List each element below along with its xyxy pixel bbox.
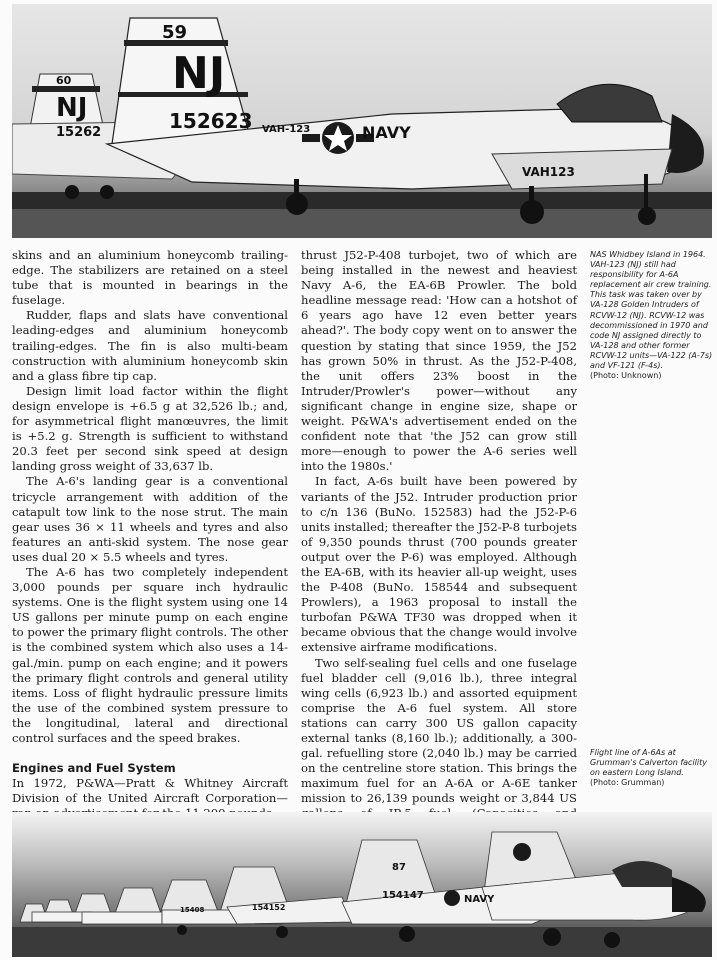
top-photo-a6-intruders	[12, 4, 712, 238]
caption-text: Flight line of A-6As at Grumman's Calverton facility on eastern Long Island.	[590, 748, 707, 778]
paragraph: Rudder, flaps and slats have conventional leading-edges and aluminium honeycomb trailing-edges. The fin is also multi-beam construction with aluminium honeycomb skin and a glass fibre tip cap.	[12, 308, 288, 383]
paragraph: thrust J52-P-408 turbojet, two of which are being installed in the newest and heaviest Navy A-6, the EA-6B Prowler. The bold headline message read: 'How can a hotshot of 6 years ago have 12 even better years ahead?'. The body copy went on to answer the question by stating that since 1959, the J52 has grown 50% in thrust. As the J52-P-408, the unit offers 23% boost in the Intruder/Prowler's power—without any significant change in engine size, shape or weight. P&WA's advertisement ended on the confident note that 'the J52 can grow still more—enough to power the A-6 series well into the 1980s.'	[301, 248, 577, 474]
marking-navy-bottom: NAVY	[464, 894, 495, 905]
paragraph: In fact, A-6s built have been powered by variants of the J52. Intruder production prior to c/n 136 (BuNo. 152583) had the J52-P-6 units installed; thereafter the J52-P-8 turbojets of 9,350 pounds thrust (700 pounds greater output over the P-6) was employed. Although the EA-6B, with its heavier all-up weight, uses the P-408 (BuNo. 158544 and subsequent Prowlers), a 1963 proposal to install the turbofan P&WA TF30 was dropped when it became obvious that the change would involve extensive airframe modifications.	[301, 474, 577, 655]
caption-bottom-photo	[590, 748, 714, 788]
photo-credit: (Photo: Grumman)	[590, 778, 665, 788]
marking-vah123-intake: VAH123	[522, 165, 575, 179]
tail-serial-15408: 15408	[180, 906, 205, 914]
paragraph: In 1972, P&WA—Pratt & Whitney Aircraft Division of the United Aircraft Corporation—	[12, 776, 288, 806]
flight-line-illustration	[12, 812, 712, 957]
paragraph: skins and an aluminium honeycomb trailing-edge. The stabilizers are retained on a steel tube that is mounted in bearings in the fuselage.	[12, 248, 288, 308]
paragraph-text: Two self-sealing fuel cells and one fuselage fuel bladder cell (9,016 lb.), three integral wing cells (6,923 lb.) and assorted equipment comprise the A-6 fuel system. All store stations can carry 300 US gallon capacity external tanks (8,160 lb.); additionally, a 300-gal. refuelling store (2,040 lb.) may be carried on the centreline store station. This brings the maximum fuel for an A-6A or A-6E tanker mission to 26,139 pounds weight or 3,844 US	[301, 655, 577, 806]
caption-text: NAS Whidbey Island in 1964. VAH-123 (NJ) still had responsibility for A-6A replacement air crew training. This task was taken over by VA-128 Golden Intruders of RCVW-12 (NJ). RCVW-12 was decommissioned in 1970 and code NJ assigned directly to VA-128 and other former RCVW-12 units—VA-122 (A-7s) and VF-121 (F-4s).	[590, 250, 713, 371]
marking-vah123: VAH-123	[262, 124, 311, 135]
tail-serial-154152: 154152	[252, 903, 286, 912]
tail-number-60: 60	[56, 74, 72, 87]
marking-navy: NAVY	[362, 123, 411, 142]
paragraph: The A-6 has two completely independent 3,000 pounds per square inch hydraulic systems. One is the flight system using one 14 US gallons per minute pump on each engine to power the primary flight controls. The other is the combined system which also uses a 14-gal./min. pump on each engine; and it powers the primary flight controls and general utility items. Loss of flight hydraulic pressure limits the use of the combined system pressure to the longitudinal, lateral and directional control surfaces and the speed brakes.	[12, 564, 288, 745]
tail-serial-15262: 15262	[56, 125, 102, 140]
tail-code-nj-rear: NJ	[56, 93, 88, 123]
section-heading: Engines and Fuel System	[12, 761, 176, 776]
caption-top-photo	[590, 250, 714, 381]
tail-serial-152623: 152623	[169, 109, 253, 133]
paragraph: The A-6's landing gear is a conventional tricycle arrangement with addition of the catapult tow link to the nose strut. The main gear uses 36 × 11 wheels and tyres and also features an anti-skid system. The nose gear uses dual 20 × 5.5 wheels and tyres.	[12, 474, 288, 564]
aircraft-illustration	[12, 4, 712, 238]
paragraph: Design limit load factor within the flight design envelope is +6.5 g at 32,526 lb.; and, for asymmetrical flight manœuvres, the limit is +5.2 g. Strength is sufficient to withstand 20.3 feet per second sink speed at design landing gross weight of 33,637 lb.	[12, 383, 288, 474]
tail-number-59: 59	[162, 22, 188, 43]
tail-serial-154147: 154147	[382, 890, 424, 901]
text-column-2	[301, 248, 577, 852]
bottom-photo-flight-line	[12, 812, 712, 957]
photo-credit: (Photo: Unknown)	[590, 371, 662, 381]
tail-code-nj: NJ	[172, 48, 226, 99]
tail-number-87: 87	[392, 862, 406, 873]
text-column-1	[12, 248, 288, 821]
